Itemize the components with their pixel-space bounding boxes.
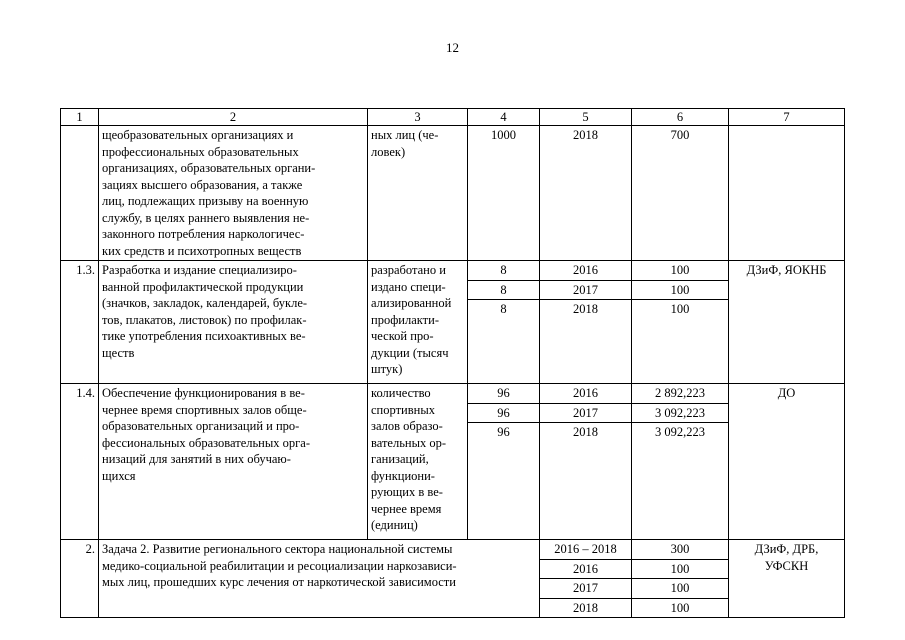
description-cell: Разработка и издание специализиро- ванной профилактической продукции (значков, закладок, календарей, букле- тов, плакатов, листовок) по профилак- тике употребления психоактивных ве- ществ bbox=[99, 261, 368, 384]
value-cell: 8 bbox=[468, 280, 540, 300]
task-description-cell: Задача 2. Развитие регионального сектора национальной системы медико-социальной реабилитации и ресоциализации наркозависи- мых лиц, прошедших курс лечения от наркотической зависимости bbox=[99, 540, 540, 618]
header-cell-5: 5 bbox=[540, 109, 632, 126]
indicator-cell: ных лиц (че- ловек) bbox=[368, 126, 468, 261]
year-cell: 2016 bbox=[540, 559, 632, 579]
table-row-task-2 bbox=[61, 540, 845, 560]
header-cell-4: 4 bbox=[468, 109, 540, 126]
amount-cell: 100 bbox=[632, 300, 729, 384]
year-cell: 2017 bbox=[540, 579, 632, 599]
header-cell-2: 2 bbox=[99, 109, 368, 126]
amount-cell: 700 bbox=[632, 126, 729, 261]
description-cell: Обеспечение функционирования в ве- чернее время спортивных залов обще- образовательных организаций и про- фессиональных образовательных орга- низаций для занятий в них обучаю- щихся bbox=[99, 384, 368, 540]
header-cell-7: 7 bbox=[729, 109, 845, 126]
amount-cell: 100 bbox=[632, 598, 729, 618]
amount-cell: 100 bbox=[632, 261, 729, 281]
year-cell: 2016 bbox=[540, 261, 632, 281]
row-number-cell: 2. bbox=[61, 540, 99, 618]
amount-cell: 100 bbox=[632, 280, 729, 300]
indicator-cell: количество спортивных залов образо- вательных ор- ганизаций, функциони- рующих в ве- чернее время (единиц) bbox=[368, 384, 468, 540]
page-number: 12 bbox=[446, 40, 459, 55]
value-cell: 96 bbox=[468, 423, 540, 540]
amount-cell: 100 bbox=[632, 579, 729, 599]
executor-cell: ДЗиФ, ДРБ, УФСКН bbox=[729, 540, 845, 618]
year-cell: 2016 – 2018 bbox=[540, 540, 632, 560]
amount-cell: 100 bbox=[632, 559, 729, 579]
year-cell: 2018 bbox=[540, 126, 632, 261]
year-cell: 2018 bbox=[540, 423, 632, 540]
program-table bbox=[60, 108, 845, 618]
value-cell: 96 bbox=[468, 384, 540, 404]
amount-cell: 3 092,223 bbox=[632, 423, 729, 540]
value-cell: 8 bbox=[468, 261, 540, 281]
indicator-cell: разработано и издано специ- ализированной профилакти- ческой про- дукции (тысяч штук) bbox=[368, 261, 468, 384]
amount-cell: 2 892,223 bbox=[632, 384, 729, 404]
year-cell: 2018 bbox=[540, 300, 632, 384]
year-cell: 2017 bbox=[540, 280, 632, 300]
table-row-1-4 bbox=[61, 384, 845, 404]
year-cell: 2017 bbox=[540, 403, 632, 423]
executor-cell: ДЗиФ, ЯОКНБ bbox=[729, 261, 845, 384]
header-cell-1: 1 bbox=[61, 109, 99, 126]
description-cell: щеобразовательных организациях и профессиональных образовательных организациях, образовательных органи- зациях высшего образования, а также лиц, подлежащих призыву на военную службу, в целях раннего выявления не- законного потребления наркологичес- ких средств и психотропных веществ bbox=[99, 126, 368, 261]
value-cell: 96 bbox=[468, 403, 540, 423]
value-cell: 8 bbox=[468, 300, 540, 384]
row-number-cell bbox=[61, 126, 99, 261]
amount-cell: 300 bbox=[632, 540, 729, 560]
row-number-cell: 1.3. bbox=[61, 261, 99, 384]
row-number-cell: 1.4. bbox=[61, 384, 99, 540]
value-cell: 1000 bbox=[468, 126, 540, 261]
executor-cell bbox=[729, 126, 845, 261]
header-cell-6: 6 bbox=[632, 109, 729, 126]
amount-cell: 3 092,223 bbox=[632, 403, 729, 423]
header-row bbox=[61, 109, 845, 126]
table-row-1-3 bbox=[61, 261, 845, 281]
header-cell-3: 3 bbox=[368, 109, 468, 126]
year-cell: 2018 bbox=[540, 598, 632, 618]
year-cell: 2016 bbox=[540, 384, 632, 404]
executor-cell: ДО bbox=[729, 384, 845, 540]
table-row-continuation bbox=[61, 126, 845, 261]
